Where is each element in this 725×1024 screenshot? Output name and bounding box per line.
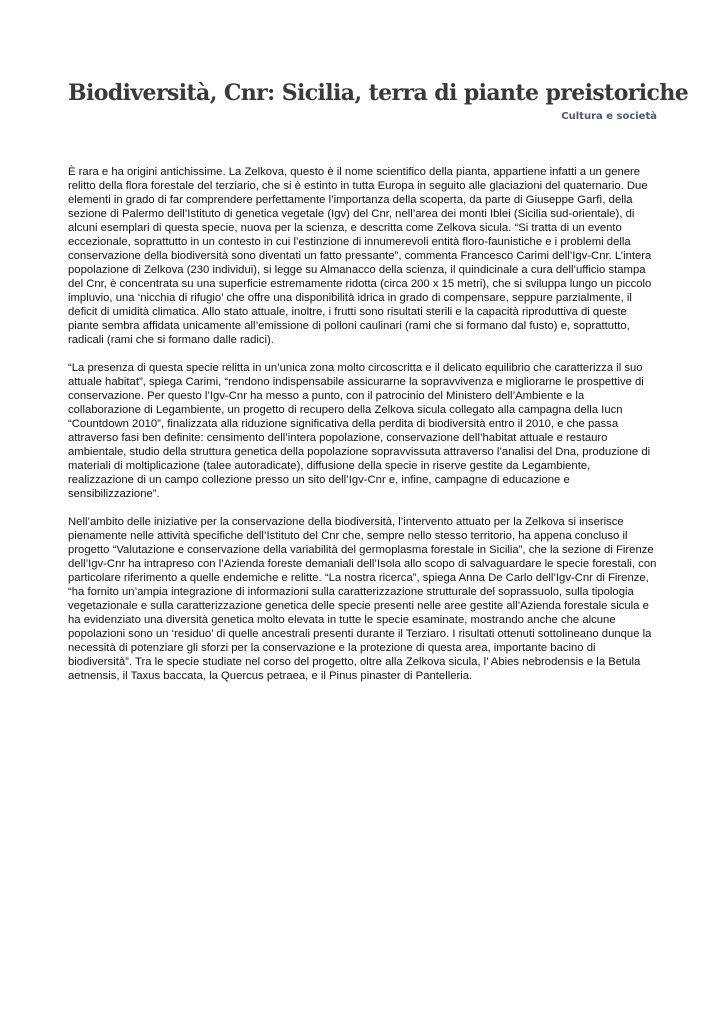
article-paragraph: “La presenza di questa specie relitta in un’unica zona molto circoscritta e il delicato equilibrio che caratterizza il suo attuale habitat”, spiega Carimi, “rendono indispensabile assicurarne la sopravvivenza e migliorarne le prospettive di conservazione. Per questo l’Igv-Cnr ha messo a punto, con il patrocinio del Ministero dell’Ambiente e la collaborazione di Legambiente, un progetto di recupero della Zelkova sicula collegato alla campagna della Iucn “Countdown 2010”, finalizzata alla riduzione significativa della perdita di biodiversità entro il 2010, e che passa attraverso fasi ben definite: censimento dell’intera popolazione, conservazione dell’habitat attuale e restauro ambientale, studio della struttura genetica della popolazione sopravvissuta attraverso l’analisi del Dna, produzione di materiali di moltiplicazione (talee autoradicate), diffusione della specie in riserve gestite da Legambiente, realizzazione di un campo collezione presso un sito dell’Igv-Cnr e, infine, campagne di educazione e sensibilizzazione”. <box>68 362 651 500</box>
article-body <box>68 165 658 697</box>
article-title: Biodiversità, Cnr: Sicilia, terra di piante preistoriche <box>68 80 689 106</box>
article-paragraph: È rara e ha origini antichissime. La Zelkova, questo è il nome scientifico della pianta, appartiene infatti a un genere relitto della flora forestale del terziario, che si è estinto in tutta Europa in seguito alle glaciazioni del quaternario. Due elementi in grado di far comprendere perfettamente l’importanza della scoperta, da parte di Giuseppe Garfì, della sezione di Palermo dell’Istituto di genetica vegetale (Igv) del Cnr, nell’area dei monti Iblei (Sicilia sud-orientale), di alcuni esemplari di questa specie, nuova per la scienza, e descritta come Zelkova sicula. “Si tratta di un evento eccezionale, soprattutto in un contesto in cui l’estinzione di innumerevoli entità floro-faunistiche e i problemi della conservazione della biodiversità sono diventati un fatto pressante”, commenta Francesco Carimi dell’Igv-Cnr. L’intera popolazione di Zelkova (230 individui), si legge su Almanacco della scienza, il quindicinale a cura dell’ufficio stampa del Cnr, è concentrata su una superficie estremamente ridotta (circa 200 x 15 metri), che si sviluppa lungo un piccolo impluvio, una ‘nicchia di rifugio’ che offre una disponibilità idrica in grado di compensare, seppure parzialmente, il deficit di umidità climatica. Allo stato attuale, inoltre, i frutti sono risultati sterili e la capacità riproduttiva di queste piante sembra affidata unicamente all’emissione di polloni caulinari (rami che si formano dal fusto) e, soprattutto, radicali (rami che si formano dalle radici). <box>68 166 652 346</box>
article-category: Cultura e società <box>561 111 657 122</box>
article-paragraph: Nell’ambito delle iniziative per la conservazione della biodiversità, l’intervento attuato per la Zelkova si inserisce pienamente nelle attività specifiche dell’Istituto del Cnr che, sempre nello stesso territorio, ha appena concluso il progetto “Valutazione e conservazione della variabilità del germoplasma forestale in Sicilia”, che la sezione di Firenze dell’Igv-Cnr ha intrapreso con l’Azienda foreste demaniali dell’Isola allo scopo di salvaguardare le specie forestali, con particolare riferimento a quelle endemiche e relitte. “La nostra ricerca”, spiega Anna De Carlo dell’Igv-Cnr di Firenze, “ha fornito un’ampia integrazione di informazioni sulla caratterizzazione strutturale del soprassuolo, sulla tipologia vegetazionale e sulla caratterizzazione genetica delle specie presenti nelle aree gestite all’Azienda forestale sicula e ha evidenziato una diversità genetica molto elevata in tutte le specie esaminate, mostrando anche che alcune popolazioni sono un ‘residuo’ di quelle ancestrali presenti durante il Terziaro. I risultati ottenuti sottolineano dunque la necessità di potenziare gli sforzi per la conservazione e la protezione di questa area, importante bacino di biodiversità”. Tra le specie studiate nel corso del progetto, oltre alla Zelkova sicula, l’ Abies nebrodensis e la Betula aetnensis, il Taxus baccata, la Quercus petraea, e il Pinus pinaster di Pantelleria. <box>68 516 657 682</box>
